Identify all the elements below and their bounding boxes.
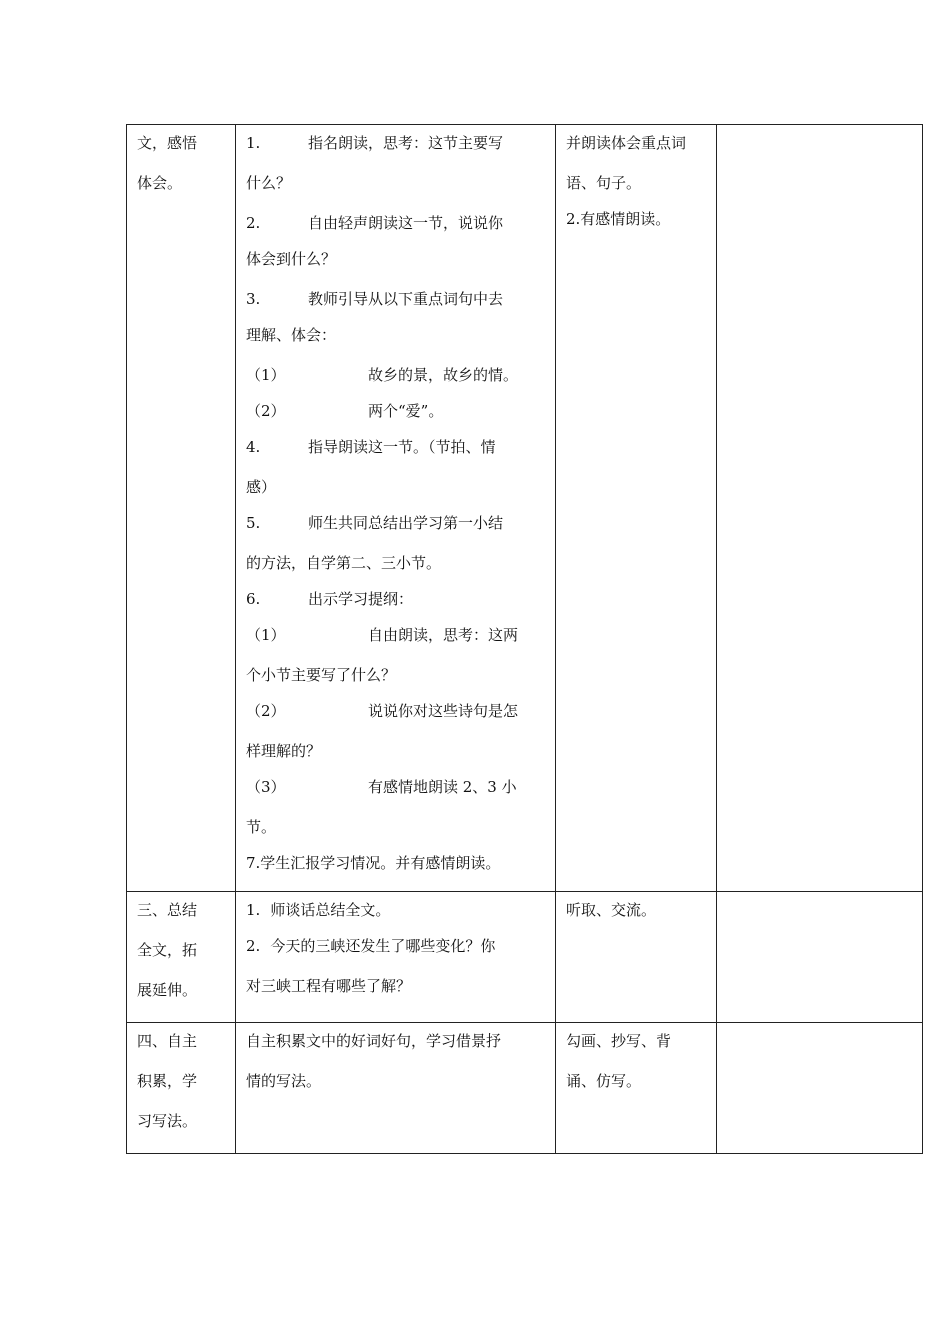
teacher-line: 3. 教师引导从以下重点词句中去 [246,290,504,308]
stage-line: 展延伸。 [137,981,198,999]
teacher-line: 情的写法。 [246,1072,322,1090]
lesson-plan-table [126,124,923,1154]
teacher-line: 感） [246,478,277,496]
teacher-line: 的方法，自学第二、三小节。 [246,554,442,572]
student-line: 勾画、抄写、背 [566,1032,672,1050]
table-row [127,892,923,1023]
table-row [127,125,923,892]
stage-line: 积累，学 [137,1072,198,1090]
table-row [127,1023,923,1154]
teacher-line: 什么？ [246,174,292,192]
student-line: 并朗读体会重点词 [566,134,687,152]
student-line: 听取、交流。 [566,901,657,919]
stage-line: 文，感悟 [137,134,198,152]
note-cell [717,892,923,1023]
teacher-activity-cell [236,1023,556,1154]
stage-line: 体会。 [137,174,183,192]
student-line: 诵、仿写。 [566,1072,642,1090]
teacher-line: （2） 两个“爱”。 [246,402,444,420]
teacher-line: 1. 师谈话总结全文。 [246,901,391,919]
teacher-activity-cell [236,125,556,892]
student-activity-cell [556,892,717,1023]
student-activity-cell [556,125,717,892]
teacher-line: 自主积累文中的好词好句，学习借景抒 [246,1032,502,1050]
teacher-line: 5. 师生共同总结出学习第一小结 [246,514,504,532]
student-activity-cell [556,1023,717,1154]
teacher-line: （2） 说说你对这些诗句是怎 [246,702,519,720]
teacher-line: 样理解的？ [246,742,322,760]
teacher-line: 6. 出示学习提纲： [246,590,414,608]
teacher-line: 体会到什么？ [246,250,337,268]
note-cell [717,1023,923,1154]
stage-line: 习写法。 [137,1112,198,1130]
teacher-line: 2. 今天的三峡还发生了哪些变化？你 [246,937,496,955]
teacher-line: 节。 [246,818,277,836]
teacher-line: 1. 指名朗读，思考：这节主要写 [246,134,504,152]
stage-line: 三、总结 [137,901,198,919]
student-line: 2.有感情朗读。 [566,210,671,228]
teacher-line: 7.学生汇报学习情况。并有感情朗读。 [246,854,501,872]
teacher-line: （1） 自由朗读，思考：这两 [246,626,519,644]
teacher-line: 对三峡工程有哪些了解？ [246,977,412,995]
teacher-line: （3） 有感情地朗读 2、3 小 [246,778,517,796]
stage-line: 四、自主 [137,1032,198,1050]
stage-cell [127,1023,236,1154]
teacher-line: （1） 故乡的景，故乡的情。 [246,366,519,384]
student-line: 语、句子。 [566,174,642,192]
stage-line: 全文，拓 [137,941,198,959]
stage-cell [127,892,236,1023]
note-cell [717,125,923,892]
teacher-line: 2. 自由轻声朗读这一节，说说你 [246,214,504,232]
teacher-line: 理解、体会： [246,326,337,344]
stage-cell [127,125,236,892]
teacher-line: 个小节主要写了什么？ [246,666,397,684]
teacher-activity-cell [236,892,556,1023]
teacher-line: 4. 指导朗读这一节。（节拍、情 [246,438,496,456]
